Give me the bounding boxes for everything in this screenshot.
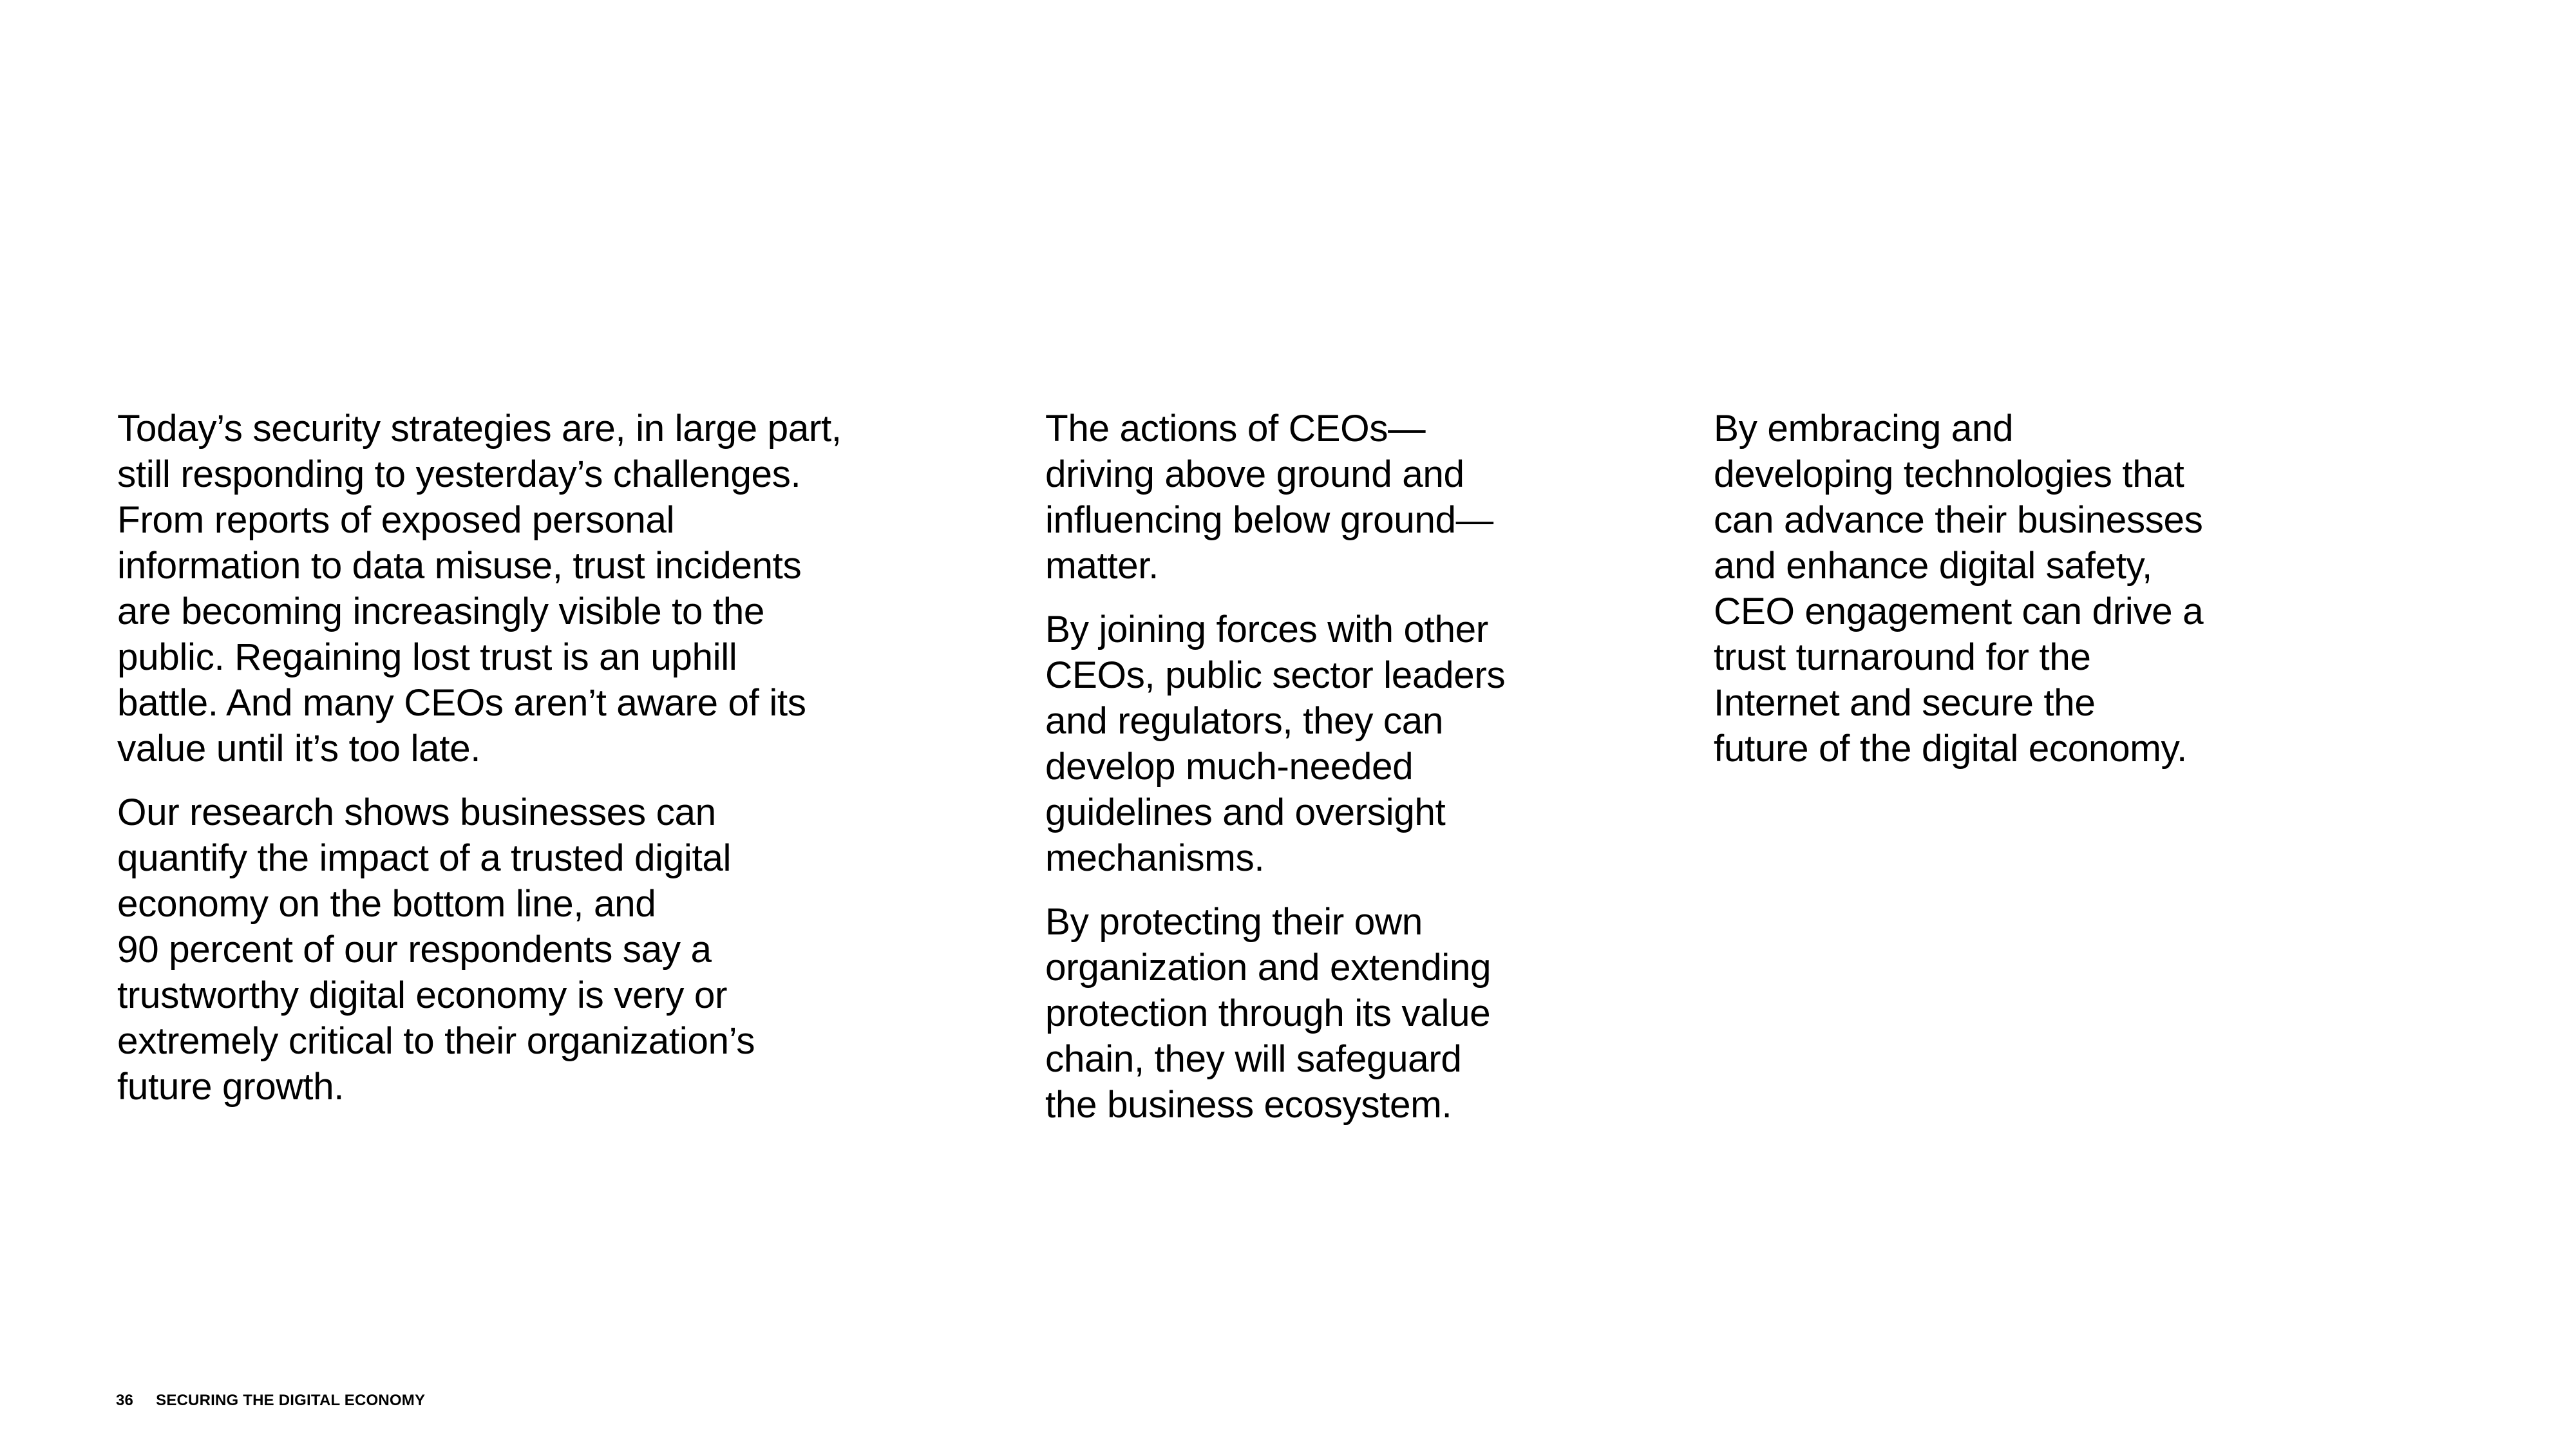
text-column-3: [1714, 406, 2293, 790]
page-number: 36: [116, 1392, 134, 1409]
paragraph: Today’s security strategies are, in large part, still responding to yesterday’s challenges. From reports of exposed personal information to data misuse, trust incidents are becoming increasingly visible to the public. Regaining lost trust is an uphill battle. And many CEOs aren’t aware of its value until it’s too late.: [117, 408, 842, 770]
paragraph: Our research shows businesses can quantify the impact of a trusted digital economy on the bottom line, and 90 percent of our respondents say a trustworthy digital economy is very or extremely critical to their organization’s future growth.: [117, 791, 755, 1108]
paragraph: The actions of CEOs— driving above ground and influencing below ground— matter.: [1045, 408, 1493, 587]
paragraph: By protecting their own organization and extending protection through its value chain, they will safeguard the business ecosystem.: [1045, 901, 1492, 1126]
footer-title: SECURING THE DIGITAL ECONOMY: [156, 1392, 426, 1409]
page-footer: [116, 1391, 425, 1410]
text-column-1: [117, 406, 935, 1128]
paragraph: By embracing and developing technologies that can advance their businesses and enhance digital safety, CEO engagement can drive a trust turnaround for the Internet and secure the future of the digital economy.: [1714, 408, 2204, 770]
paragraph: By joining forces with other CEOs, public sector leaders and regulators, they can develop much-needed guidelines and oversight mechanisms.: [1045, 609, 1506, 879]
text-column-2: [1045, 406, 1612, 1146]
